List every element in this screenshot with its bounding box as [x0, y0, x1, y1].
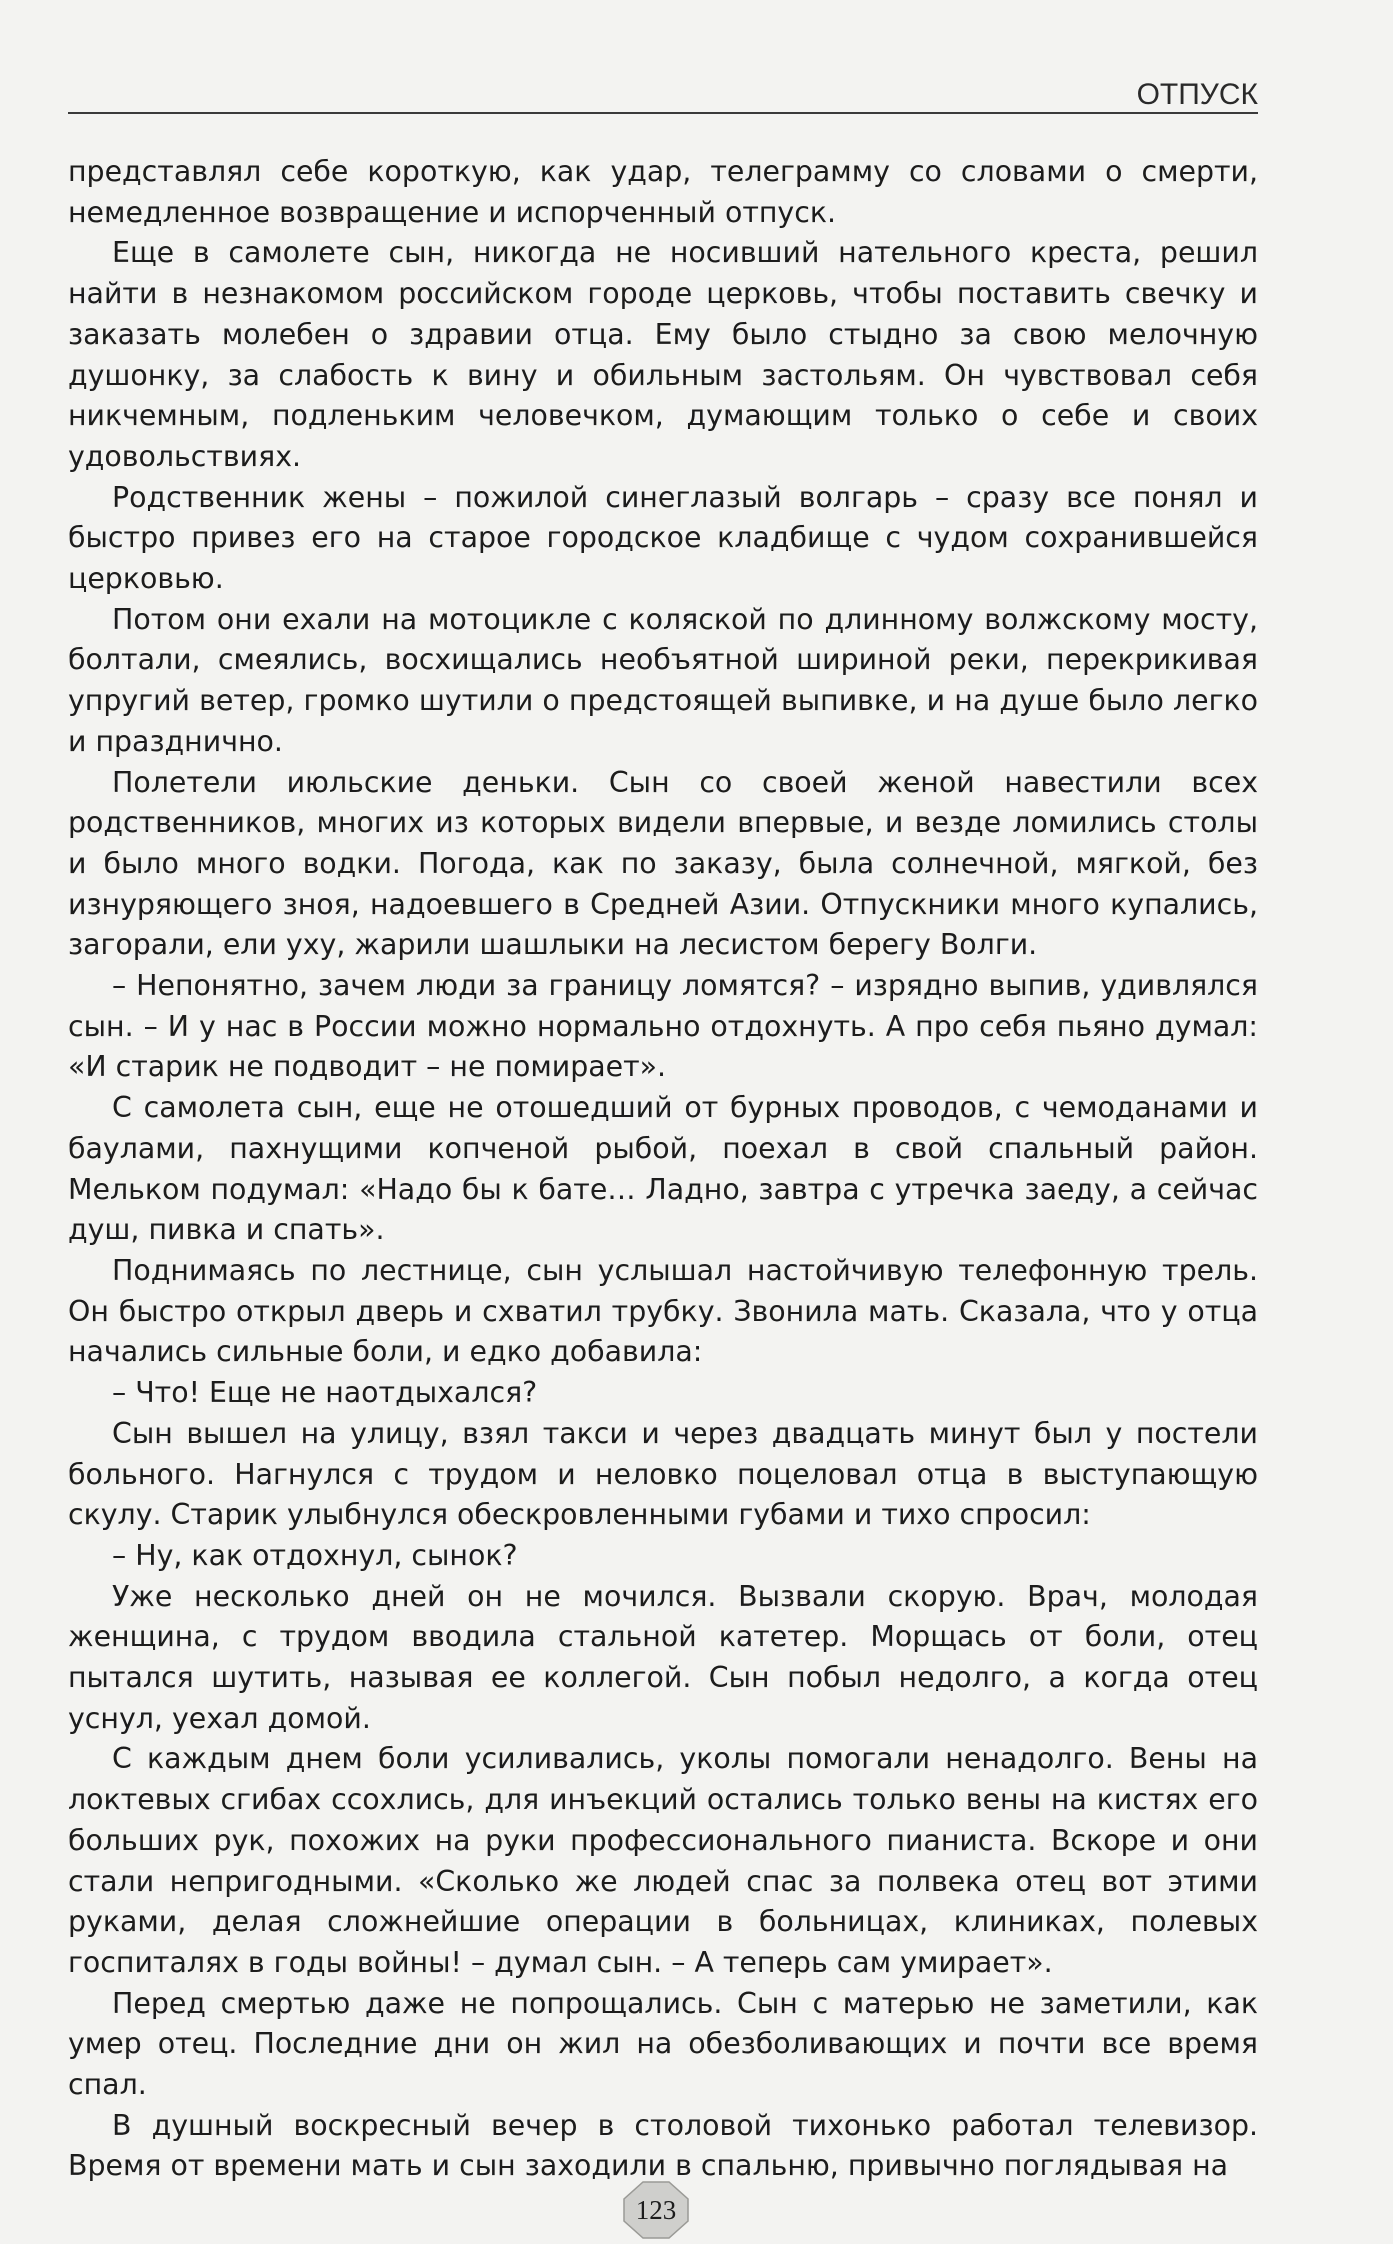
- paragraph: Еще в самолете сын, никогда не носивший нательного креста, решил найти в незнакомом российском городе церковь, чтобы поставить свечку и заказать молебен о здравии отца. Ему было стыдно за свою мелочную душонку, за слабость к вину и обильным застольям. Он чувствовал себя никчемным, подленьким человечком, думающим только о себе и своих удовольствиях.: [68, 236, 1258, 473]
- paragraph: Поднимаясь по лестнице, сын услышал настойчивую телефонную трель. Он быстро открыл дверь и схватил трубку. Звонила мать. Сказала, что у отца начались сильные боли, и едко добавила:: [68, 1253, 1258, 1369]
- dialogue-line: – Ну, как отдохнул, сынок?: [112, 1538, 518, 1572]
- paragraph: представлял себе короткую, как удар, телеграмму со словами о смерти, немедленное возвращение и испорченный отпуск.: [68, 155, 1258, 229]
- running-title: ОТПУСК: [1136, 78, 1258, 111]
- page-number-badge: [623, 2181, 689, 2239]
- header-rule: [68, 112, 1258, 114]
- paragraph: Полетели июльские деньки. Сын со своей женой навестили всех родственников, многих из которых видели впервые, и везде ломились столы и было много водки. Погода, как по заказу, была солнечной, мягкой, без изнуряющего зноя, надоевшего в Средней Азии. Отпускники много купались, загорали, ели уху, жарили шашлыки на лесистом берегу Волги.: [68, 765, 1258, 962]
- dialogue-line: – Непонятно, зачем люди за границу ломятся? – изрядно выпив, удивлялся сын. – И у нас в России можно нормально отдохнуть. А про себя пьяно думал: «И старик не подводит – не помирает».: [68, 969, 1258, 1084]
- dialogue-line: – Что! Еще не наотдыхался?: [112, 1376, 538, 1410]
- paragraph: С самолета сын, еще не отошедший от бурных проводов, с чемоданами и баулами, пахнущими копченой рыбой, поехал в свой спальный район. Мельком подумал: «Надо бы к бате… Ладно, завтра с утречка заеду, а сейчас душ, пивка и спать».: [68, 1091, 1258, 1247]
- paragraph: Перед смертью даже не попрощались. Сын с матерью не заметили, как умер отец. Последние дни он жил на обезболивающих и почти все время спал.: [68, 1986, 1258, 2102]
- paragraph: Уже несколько дней он не мочился. Вызвали скорую. Врач, молодая женщина, с трудом вводила стальной катетер. Морщась от боли, отец пытался шутить, называя ее коллегой. Сын побыл недолго, а когда отец уснул, уехал домой.: [68, 1579, 1258, 1735]
- paragraph: Родственник жены – пожилой синеглазый волгарь – сразу все понял и быстро привез его на старое городское кладбище с чудом сохранившейся церковью.: [68, 480, 1258, 596]
- paragraph: С каждым днем боли усиливались, уколы помогали ненадолго. Вены на локтевых сгибах ссохлись, для инъекций остались только вены на кистях его больших рук, похожих на руки профессионального пианиста. Вскоре и они стали непригодными. «Сколько же людей спас за полвека отец вот этими руками, делая сложнейшие операции в больницах, клиниках, полевых госпиталях в годы войны! – думал сын. – А теперь сам умирает».: [68, 1742, 1258, 1979]
- paragraph: Потом они ехали на мотоцикле с коляской по длинному волжскому мосту, болтали, смеялись, восхищались необъятной шириной реки, перекрикивая упругий ветер, громко шутили о предстоящей выпивке, и на душе было легко и празднично.: [68, 602, 1258, 758]
- body-text: [68, 152, 1258, 2187]
- paragraph: В душный воскресный вечер в столовой тихонько работал телевизор. Время от времени мать и сын заходили в спальню, привычно поглядывая на: [68, 2108, 1258, 2183]
- page-number: 123: [635, 2195, 677, 2225]
- paragraph: Сын вышел на улицу, взял такси и через двадцать минут был у постели больного. Нагнулся с трудом и неловко поцеловал отца в выступающую скулу. Старик улыбнулся обескровленными губами и тихо спросил:: [68, 1416, 1258, 1532]
